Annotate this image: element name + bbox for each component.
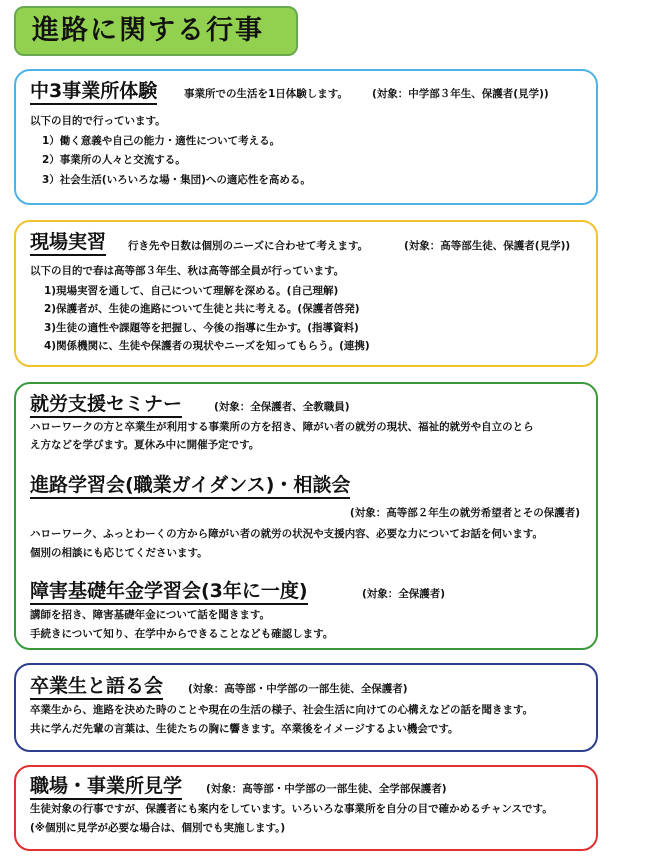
body-line: 生徒対象の行事ですが、保護者にも案内をしています。いろいろな事業所を自分の目で確かめるチャンスです。 <box>30 803 553 815</box>
section-target: (対象：高等部生徒、保護者(見学)) <box>404 240 571 252</box>
body-line: 共に学んだ先輩の言葉は、生徒たちの胸に響きます。卒業後をイメージするよい機会です。 <box>30 723 459 735</box>
section-heading: 職場・事業所見学 <box>30 775 182 800</box>
body-line: 個別の相談にも応じてくださいます。 <box>30 547 208 559</box>
section-intro: 以下の目的で行っています。 <box>30 115 166 127</box>
section-target: (対象：高等部・中学部の一部生徒、全保護者) <box>188 683 408 695</box>
section-heading: 障害基礎年金学習会(3年に一度) <box>30 580 308 605</box>
body-line: ハローワーク、ふっとわーくの方から障がい者の就労の状況や支援内容、必要な力についてお話を伺います。 <box>30 528 544 540</box>
list-item: 3）社会生活(いろいろな場・集団)への適応性を高める。 <box>42 174 311 186</box>
section-target: (対象：全保護者) <box>362 588 446 600</box>
list-item: 4)関係機関に、生徒や保護者の現状やニーズを知ってもらう。(連携) <box>44 340 370 352</box>
page-title: 進路に関する行事 <box>14 6 298 56</box>
list-item: 1)現場実習を通して、自己について理解を深める。(自己理解) <box>44 285 339 297</box>
section-target: (対象：中学部３年生、保護者(見学)) <box>372 88 549 100</box>
section-heading: 就労支援セミナー <box>30 393 182 418</box>
body-line: 講師を招き、障害基礎年金について話を聞きます。 <box>30 609 271 621</box>
body-line: 卒業生から、進路を決めた時のことや現在の生活の様子、社会生活に向けての心構えなどの話を聞きます。 <box>30 704 534 716</box>
section-heading: 現場実習 <box>30 231 106 256</box>
section-heading: 中3事業所体験 <box>30 80 157 105</box>
body-line: え方などを学びます。夏休み中に開催予定です。 <box>30 439 260 451</box>
list-item: 1）働く意義や自己の能力・適性について考える。 <box>42 135 281 147</box>
section-target: (対象：全保護者、全教職員) <box>214 401 350 413</box>
section-intro: 以下の目的で春は高等部３年生、秋は高等部全員が行っています。 <box>30 265 345 277</box>
body-line: 手続きについて知り、在学中からできることなども確認します。 <box>30 628 334 640</box>
list-item: 2)保護者が、生徒の進路について生徒と共に考える。(保護者啓発) <box>44 303 360 315</box>
body-line: ハローワークの方と卒業生が利用する事業所の方を招き、障がい者の就労の現状、福祉的就労や自立のとら <box>30 421 534 433</box>
section-target: (対象：高等部２年生の就労希望者とその保護者) <box>349 507 580 519</box>
section-heading: 卒業生と語る会 <box>30 675 163 700</box>
section-description: 事業所での生活を1日体験します。 <box>184 88 348 100</box>
section-target: (対象：高等部・中学部の一部生徒、全学部保護者) <box>206 783 447 795</box>
list-item: 2）事業所の人々と交流する。 <box>42 154 186 166</box>
list-item: 3)生徒の適性や課題等を把握し、今後の指導に生かす。(指導資料) <box>44 322 359 334</box>
section-heading: 進路学習会(職業ガイダンス)・相談会 <box>30 474 350 499</box>
section-description: 行き先や日数は個別のニーズに合わせて考えます。 <box>128 240 369 252</box>
body-line: (※個別に見学が必要な場合は、個別でも実施します。) <box>30 822 286 834</box>
